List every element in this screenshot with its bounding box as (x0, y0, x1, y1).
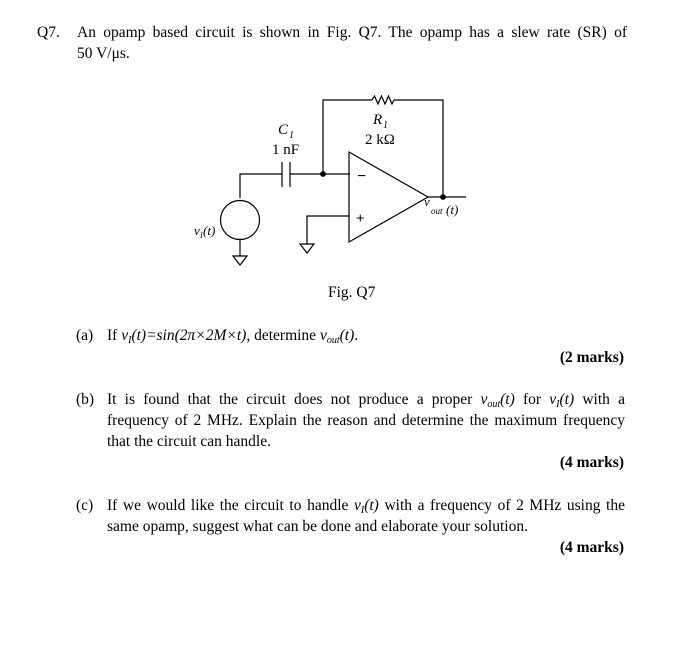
noninverting-input-wire (307, 216, 349, 244)
c1-label-sub: 1 (289, 130, 294, 141)
vout-label-t: (t) (446, 202, 459, 217)
vin-label-sub: I (200, 231, 203, 240)
part-a-text: If $v_I(t)=\sin(2\pi\times 2M\times t)$, determine $v_{out}(t)$. (107, 327, 359, 346)
opamp-triangle (349, 152, 428, 242)
voltage-source (221, 201, 260, 240)
part-c-line1: If we would like the circuit to handle $v_I(t)$ with a frequency of 2 MHz using the (107, 497, 625, 516)
ground-symbol-opamp (300, 244, 314, 253)
vout-label-sub: out (431, 206, 443, 216)
junction-node-inverting (321, 172, 326, 177)
part-c-line2: same opamp, suggest what can be done and elaborate your solution. (107, 518, 528, 535)
part-b-line2: frequency of 2 MHz. Explain the reason and determine the maximum frequency (107, 412, 625, 429)
part-b-line3: that the circuit can handle. (107, 433, 271, 450)
part-a-marks: (2 marks) (559, 349, 624, 366)
vin-label-v: v (194, 223, 200, 238)
part-a-label: (a) (76, 327, 94, 344)
figure-caption: Fig. Q7 (328, 284, 376, 301)
noninverting-sign: + (356, 211, 365, 227)
ground-symbol-source (233, 256, 247, 265)
question-text-line2: 50 V/μs. (77, 45, 130, 62)
part-c-marks: (4 marks) (559, 539, 624, 556)
c1-label: C (278, 122, 289, 138)
junction-node-output (441, 195, 446, 200)
r1-label-sub: 1 (383, 120, 388, 131)
part-b-label: (b) (76, 391, 95, 408)
resistor-r1 (372, 96, 394, 104)
part-b-line1: It is found that the circuit does not produce a proper $v_{out}(t)$ for $v_I(t)$ with a (107, 391, 625, 410)
part-c-label: (c) (76, 497, 94, 514)
vout-label-v: v (424, 194, 430, 209)
part-b-marks: (4 marks) (559, 454, 624, 471)
inverting-sign: − (357, 168, 367, 185)
r1-value: 2 kΩ (365, 132, 395, 148)
r1-label: R (373, 112, 383, 128)
question-number: Q7. (37, 24, 60, 41)
vin-label-t: (t) (203, 223, 216, 238)
c1-value: 1 nF (272, 142, 300, 158)
capacitor-left-wire (240, 174, 282, 198)
feedback-wire-right (394, 100, 443, 198)
question-text-line1: An opamp based circuit is shown in Fig. Q7. The opamp has a slew rate (SR) of (77, 24, 627, 41)
